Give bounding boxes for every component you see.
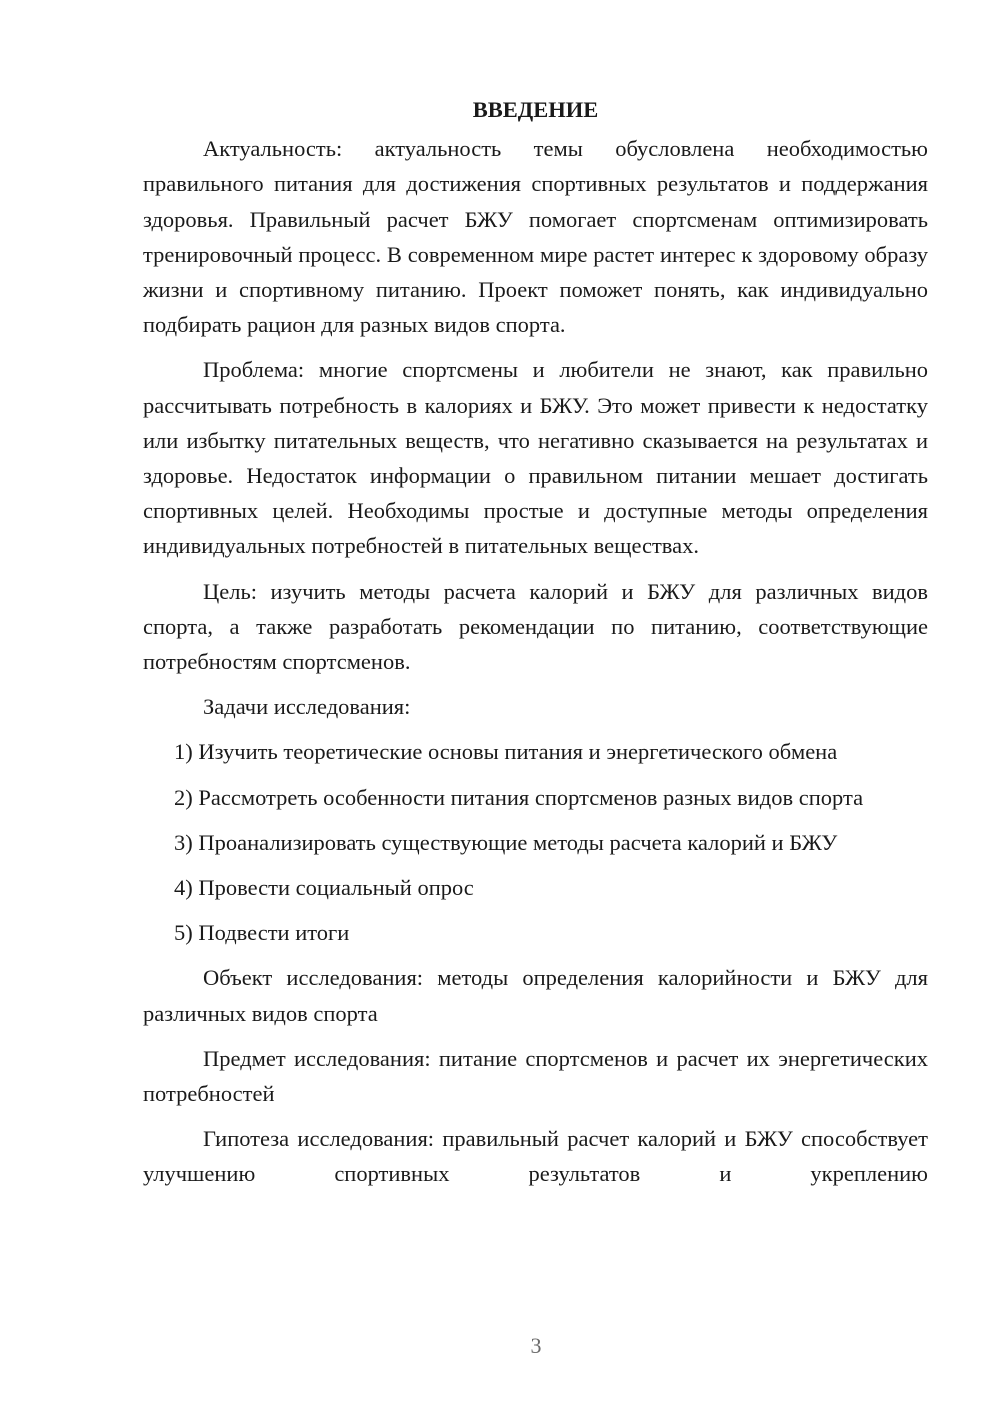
task-item-4: 4) Провести социальный опрос (174, 875, 474, 901)
paragraph-relevance: Актуальность: актуальность темы обусловлена необходимостью правильного питания для достижения спортивных результатов и поддержания здоровья. Правильный расчет БЖУ помогает спортсменам оптимизировать тренировочный процесс. В современном мире растет интерес к здоровому образу жизни и спортивному питанию. Проект поможет понять, как индивидуально подбирать рацион для разных видов спорта. (143, 136, 928, 338)
paragraph-object: Объект исследования: методы определения калорийности и БЖУ для различных видов спорта (143, 965, 928, 1026)
task-item-1: 1) Изучить теоретические основы питания и энергетического обмена (174, 739, 838, 765)
tasks-heading: Задачи исследования: (203, 694, 411, 720)
document-page (143, 92, 928, 1202)
task-item-2: 2) Рассмотреть особенности питания спортсменов разных видов спорта (174, 784, 864, 810)
paragraph-hypothesis: Гипотеза исследования: правильный расчет калорий и БЖУ способствует улучшению спортивных результатов и укреплению (143, 1126, 928, 1187)
section-title: ВВЕДЕНИЕ (472, 97, 599, 122)
paragraph-problem: Проблема: многие спортсмены и любители не знают, как правильно рассчитывать потребность в калориях и БЖУ. Это может привести к недостатку или избытку питательных веществ, что негативно сказывается на результатах и здоровье. Недостаток информации о правильном питании мешает достигать спортивных целей. Необходимы простые и доступные методы определения индивидуальных потребностей в питательных веществах. (143, 357, 928, 559)
task-item-5: 5) Подвести итоги (174, 920, 350, 946)
paragraph-goal: Цель: изучить методы расчета калорий и БЖУ для различных видов спорта, а также разработать рекомендации по питанию, соответствующие потребностям спортсменов. (143, 578, 928, 675)
paragraph-subject: Предмет исследования: питание спортсменов и расчет их энергетических потребностей (143, 1045, 928, 1107)
task-item-3: 3) Проанализировать существующие методы расчета калорий и БЖУ (174, 829, 838, 855)
page-number: 3 (530, 1333, 542, 1358)
